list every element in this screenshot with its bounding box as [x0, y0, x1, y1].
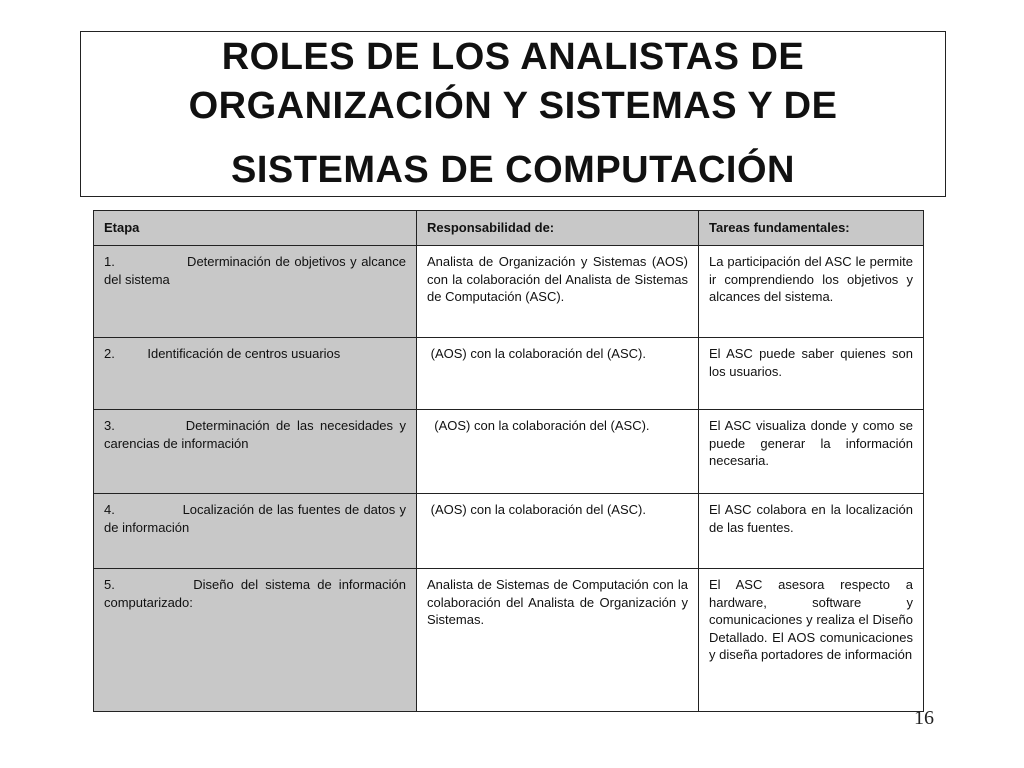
stage-cell: 4. Localización de las fuentes de datos y de información — [94, 494, 417, 569]
stage-cell: 5. Diseño del sistema de información computarizado: — [94, 569, 417, 712]
tasks-cell: El ASC visualiza donde y como se puede generar la información necesaria. — [699, 410, 924, 494]
slide-title-box — [80, 31, 946, 197]
header-responsabilidad: Responsabilidad de: — [417, 211, 699, 246]
table-row — [94, 338, 924, 410]
responsibility-cell: (AOS) con la colaboración del (ASC). — [417, 494, 699, 569]
responsibility-cell: Analista de Organización y Sistemas (AOS) con la colaboración del Analista de Sistemas de Computación (ASC). — [417, 246, 699, 338]
responsibility-cell: (AOS) con la colaboración del (ASC). — [417, 338, 699, 410]
roles-table — [93, 210, 924, 712]
tasks-cell: La participación del ASC le permite ir comprendiendo los objetivos y alcances del sistema. — [699, 246, 924, 338]
responsibility-cell: (AOS) con la colaboración del (ASC). — [417, 410, 699, 494]
table-row — [94, 246, 924, 338]
page-number: 16 — [914, 707, 934, 729]
slide-title-line-2: ORGANIZACIÓN Y SISTEMAS Y DE — [188, 85, 838, 127]
table-header-row — [94, 211, 924, 246]
tasks-cell: El ASC puede saber quienes son los usuarios. — [699, 338, 924, 410]
header-etapa: Etapa — [94, 211, 417, 246]
slide-title-line-1: ROLES DE LOS ANALISTAS DE — [221, 36, 805, 78]
tasks-cell: El ASC asesora respecto a hardware, software y comunicaciones y realiza el Diseño Detallado. El AOS comunicaciones y diseña portadores de información — [699, 569, 924, 712]
responsibility-cell: Analista de Sistemas de Computación con la colaboración del Analista de Organización y Sistemas. — [417, 569, 699, 712]
slide-title-line-3: SISTEMAS DE COMPUTACIÓN — [231, 149, 795, 191]
table-row — [94, 410, 924, 494]
header-tareas: Tareas fundamentales: — [699, 211, 924, 246]
table-row — [94, 494, 924, 569]
table-row — [94, 569, 924, 712]
tasks-cell: El ASC colabora en la localización de las fuentes. — [699, 494, 924, 569]
stage-cell: 3. Determinación de las necesidades y carencias de información — [94, 410, 417, 494]
stage-cell: 2. Identificación de centros usuarios — [94, 338, 417, 410]
stage-cell: 1. Determinación de objetivos y alcance del sistema — [94, 246, 417, 338]
